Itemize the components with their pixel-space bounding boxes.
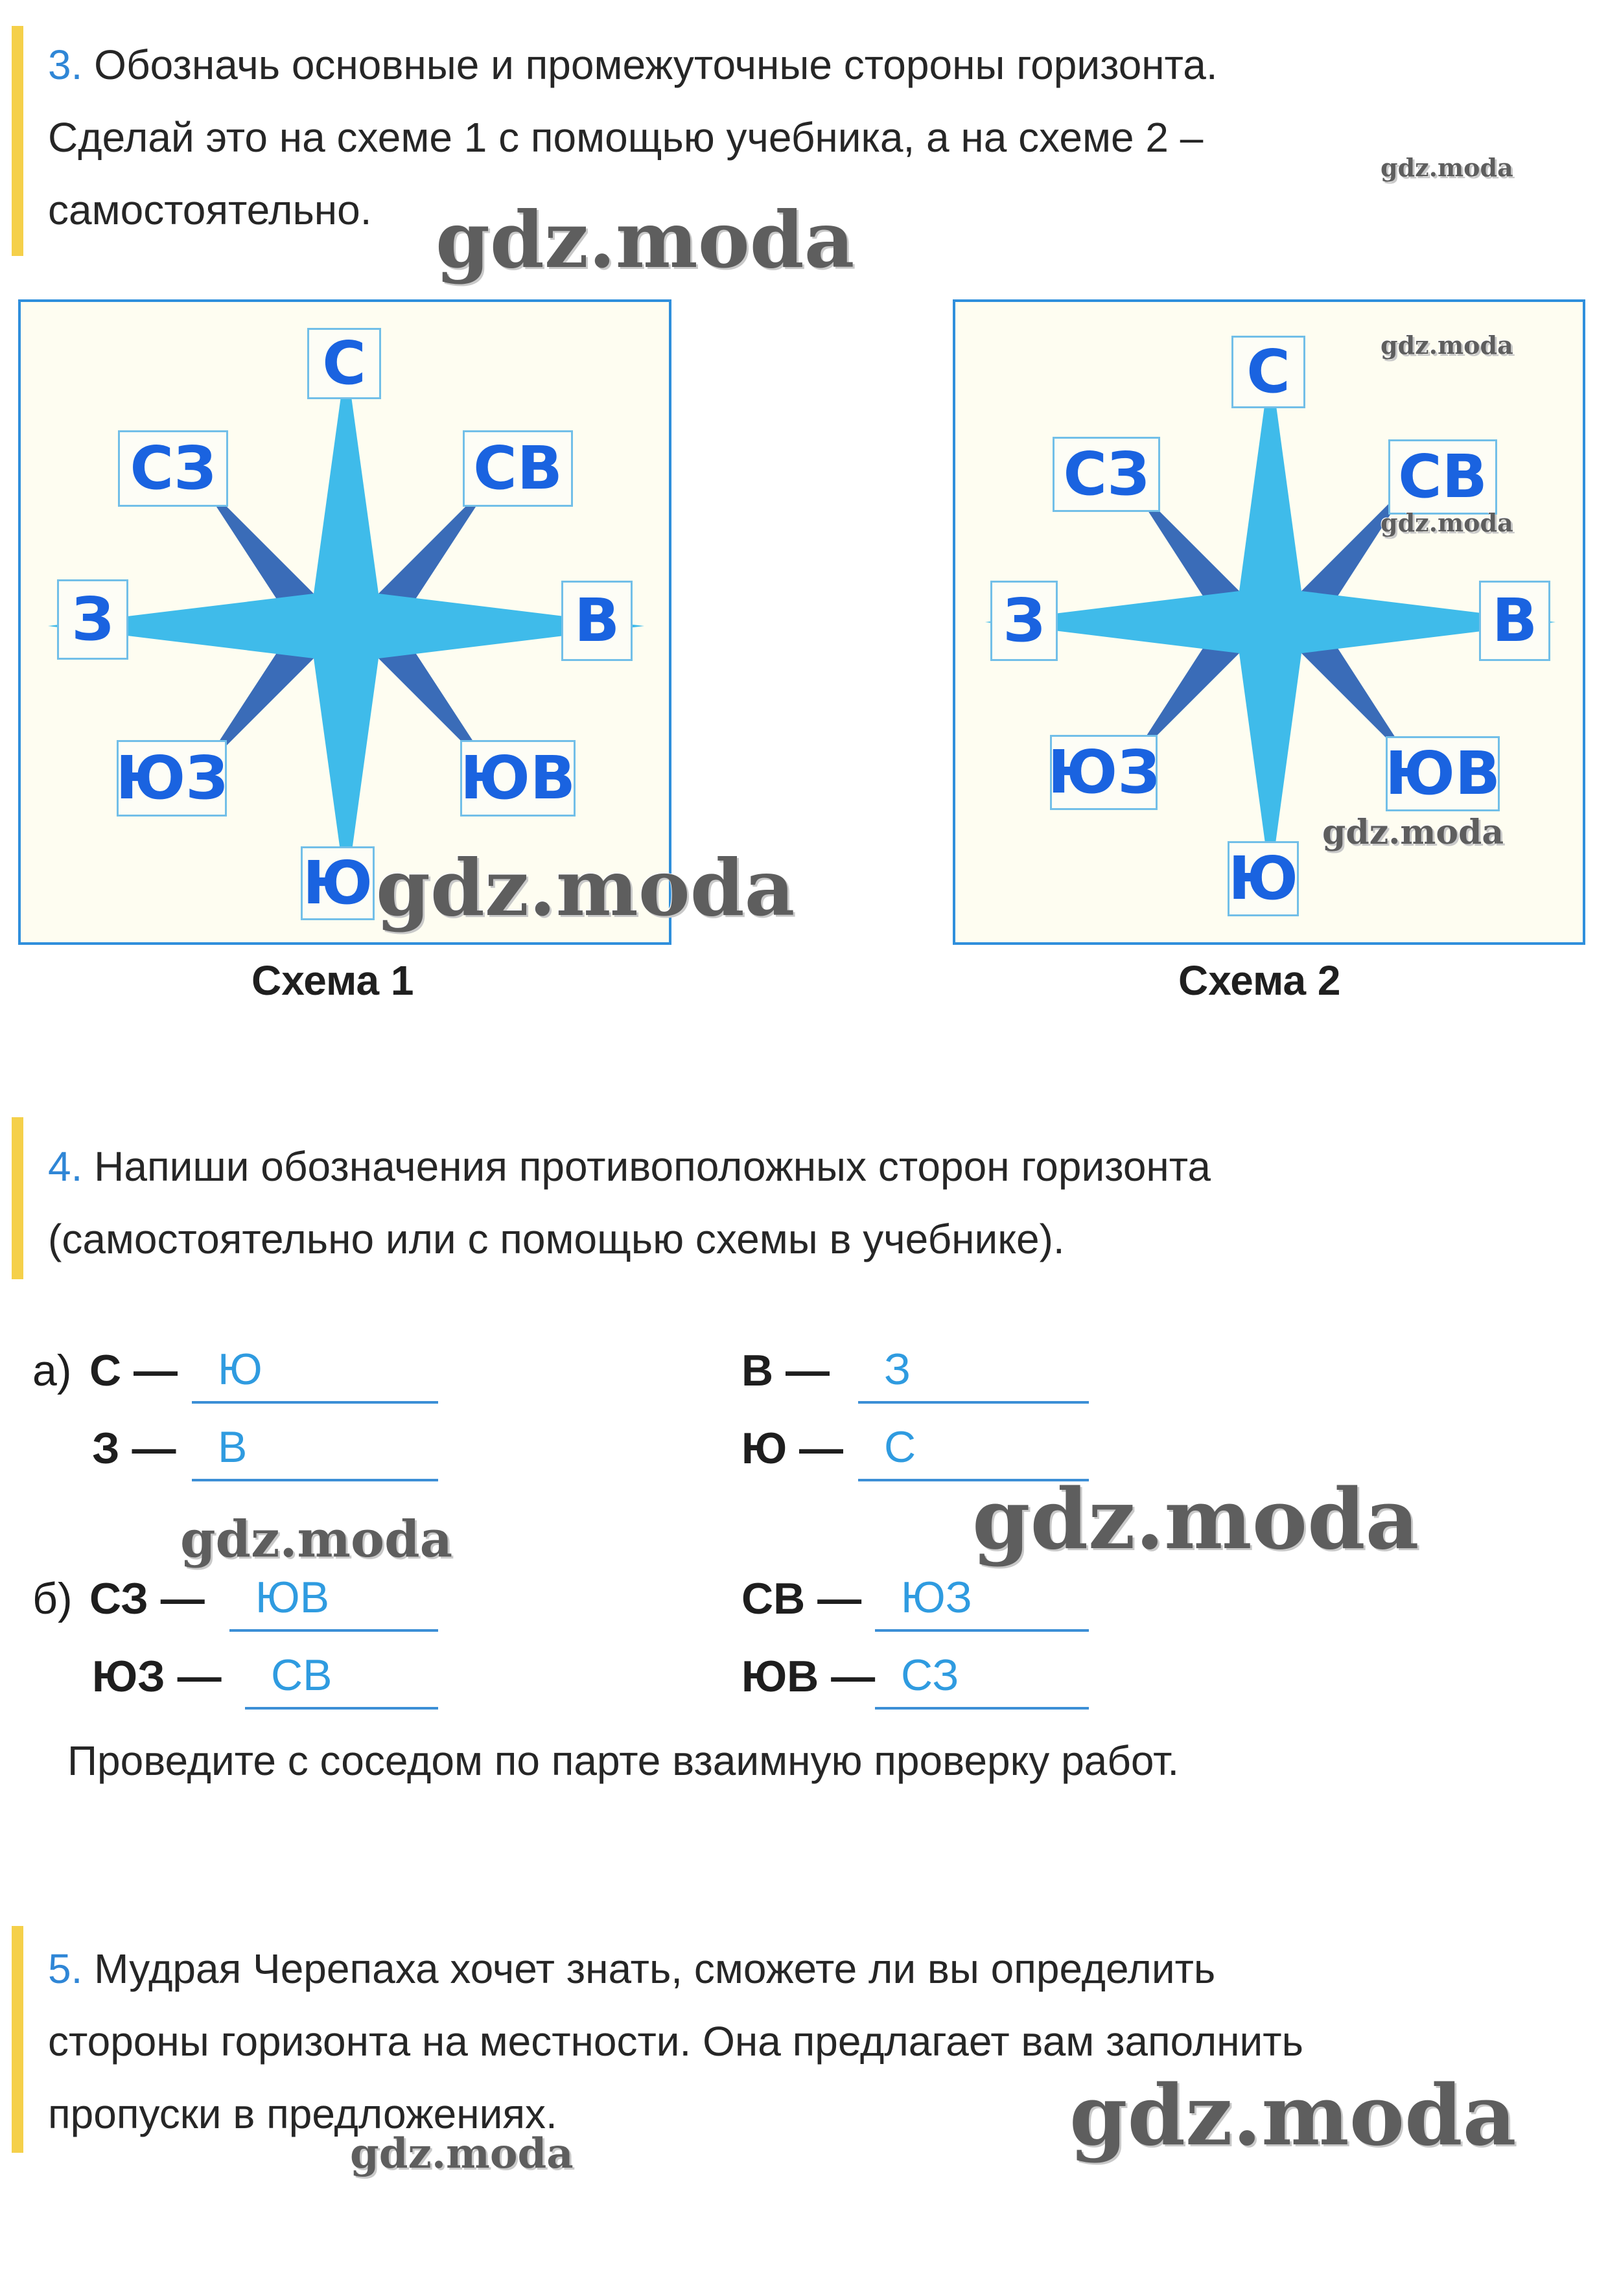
task3-line1: 3. Обозначь основные и промежуточные стороны горизонта. bbox=[48, 41, 1218, 88]
accent-bar-task5 bbox=[12, 1926, 23, 2153]
answer-key: ЮЗ — bbox=[92, 1652, 222, 1701]
label-west: З bbox=[990, 581, 1058, 661]
answer-key: ЮВ — bbox=[741, 1652, 876, 1701]
answer-key: В — bbox=[741, 1346, 830, 1395]
watermark: gdz.moda bbox=[180, 1510, 453, 1569]
part-a-prefix: а) bbox=[32, 1346, 72, 1395]
watermark: gdz.moda bbox=[1069, 2067, 1517, 2164]
part-b-prefix: б) bbox=[32, 1574, 73, 1623]
answer-key: З — bbox=[92, 1424, 176, 1473]
watermark: gdz.moda bbox=[350, 2129, 574, 2178]
task3-number: 3. bbox=[48, 41, 83, 88]
watermark: gdz.moda bbox=[436, 194, 855, 286]
task3-line2: Сделай это на схеме 1 с помощью учебника, а на схеме 2 – bbox=[48, 114, 1204, 161]
accent-bar-task4 bbox=[12, 1117, 23, 1279]
watermark: gdz.moda bbox=[376, 842, 795, 934]
label-northwest: СЗ bbox=[1053, 437, 1160, 512]
task4-text bbox=[48, 1130, 1211, 1275]
answer-field[interactable]: ЮВ bbox=[229, 1568, 438, 1632]
watermark: gdz.moda bbox=[1381, 508, 1513, 537]
answer-field[interactable]: З bbox=[858, 1340, 1089, 1404]
label-southeast: ЮВ bbox=[1386, 736, 1500, 811]
label-north: С bbox=[1231, 336, 1305, 408]
answer-key: СВ — bbox=[741, 1574, 862, 1623]
scheme-2-caption: Схема 2 bbox=[1178, 957, 1341, 1004]
answer-field[interactable]: В bbox=[192, 1418, 438, 1481]
task5-number: 5. bbox=[48, 1945, 83, 1992]
answer-key: Ю — bbox=[741, 1424, 844, 1473]
label-northwest: СЗ bbox=[118, 430, 228, 507]
task4-line2: (самостоятельно или с помощью схемы в учебнике). bbox=[48, 1216, 1065, 1262]
label-east: В bbox=[1479, 581, 1550, 661]
answer-field[interactable]: ЮЗ bbox=[875, 1568, 1089, 1632]
label-southwest: ЮЗ bbox=[1050, 735, 1158, 810]
watermark: gdz.moda bbox=[972, 1471, 1419, 1568]
label-southwest: ЮЗ bbox=[117, 740, 227, 817]
answer-field[interactable]: СЗ bbox=[875, 1646, 1089, 1710]
answer-field[interactable]: СВ bbox=[245, 1646, 438, 1710]
scheme-1-caption: Схема 1 bbox=[251, 957, 414, 1004]
label-south: Ю bbox=[301, 846, 375, 920]
task3-line3: самостоятельно. bbox=[48, 187, 372, 233]
answer-field[interactable]: С bbox=[858, 1418, 1089, 1481]
watermark: gdz.moda bbox=[1381, 330, 1513, 360]
watermark: gdz.moda bbox=[1381, 153, 1513, 182]
task4-number: 4. bbox=[48, 1143, 83, 1190]
label-northeast: СВ bbox=[1388, 439, 1497, 515]
task4-line1: 4. Напиши обозначения противоположных сторон горизонта bbox=[48, 1143, 1211, 1190]
watermark: gdz.moda bbox=[1322, 813, 1504, 852]
label-east: В bbox=[561, 581, 633, 661]
answer-key: С — bbox=[89, 1346, 178, 1395]
task5-line1: 5. Мудрая Черепаха хочет знать, сможете ли вы определить bbox=[48, 1945, 1216, 1992]
peer-check-note: Проведите с соседом по парте взаимную проверку работ. bbox=[67, 1737, 1180, 1784]
task5-line3: пропуски в предложениях. bbox=[48, 2091, 557, 2137]
label-northeast: СВ bbox=[463, 430, 573, 507]
label-west: З bbox=[57, 579, 128, 660]
task5-line2: стороны горизонта на местности. Она предлагает вам заполнить bbox=[48, 2018, 1303, 2065]
answer-field[interactable]: Ю bbox=[192, 1340, 438, 1404]
label-south: Ю bbox=[1228, 841, 1299, 916]
answer-key: СЗ — bbox=[89, 1574, 205, 1623]
label-southeast: ЮВ bbox=[460, 740, 576, 817]
accent-bar-task3 bbox=[12, 26, 23, 256]
label-north: С bbox=[307, 328, 381, 399]
